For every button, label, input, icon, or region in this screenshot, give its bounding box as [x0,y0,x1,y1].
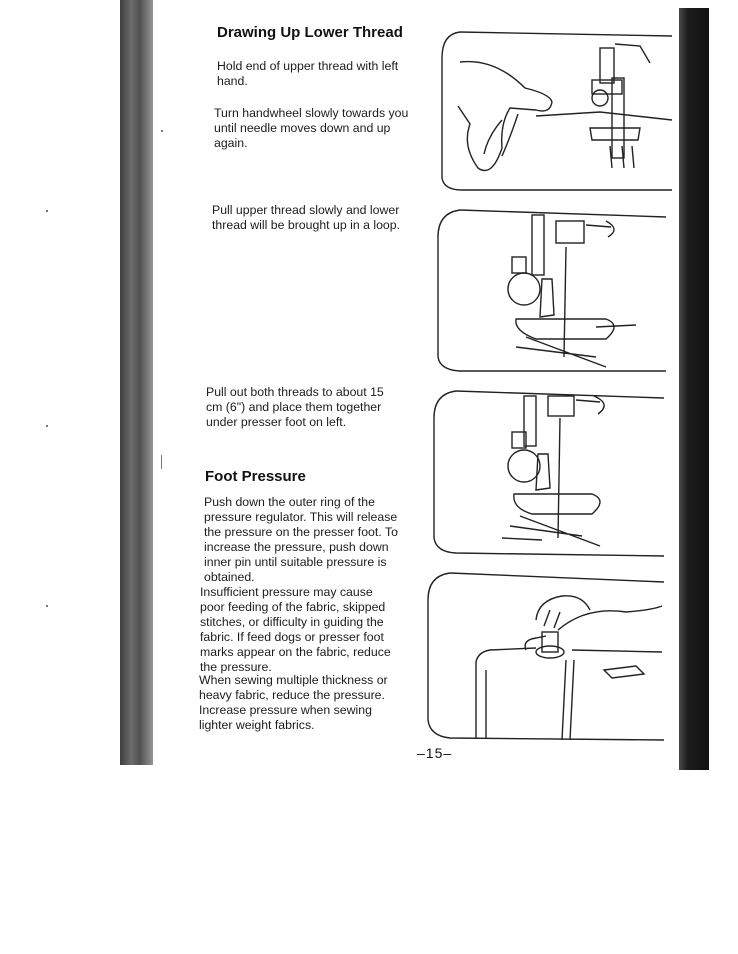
step-pull-out-threads: Pull out both threads to about 15 cm (6") and place them together under presser foot on left. [206,385,384,429]
step-turn-handwheel: Turn handwheel slowly towards you until needle moves down and up again. [214,106,409,150]
scan-mark [161,455,162,469]
step-pull-upper-thread: Pull upper thread slowly and lower thread will be brought up in a loop. [212,203,400,232]
illustration-hold-thread [440,28,675,194]
illustration-threads-under-foot [432,388,666,558]
foot-pressure-para-3: When sewing multiple thickness or heavy fabric, reduce the pressure. Increase pressure when sewing lighter weight fabrics. [199,673,388,732]
page-number: –15– [417,745,453,761]
scan-edge-left [120,0,153,765]
illustration-thread-loop [436,207,668,375]
illustration-pressure-regulator [426,570,666,742]
scan-speck [161,130,163,132]
foot-pressure-para-1: Push down the outer ring of the pressure regulator. This will release the pressure on the presser foot. To increase the pressure, push down inner pin until suitable pressure is obtained. [204,495,398,584]
step-hold-thread: Hold end of upper thread with left hand. [217,59,399,88]
scan-edge-right [679,8,709,770]
section-heading-foot-pressure: Foot Pressure [205,468,306,485]
scan-speck [46,605,48,607]
scan-speck [46,425,48,427]
scan-speck [46,210,48,212]
foot-pressure-para-2: Insufficient pressure may cause poor feeding of the fabric, skipped stitches, or difficulty in guiding the fabric. If feed dogs or presser foot marks appear on the fabric, reduce the pressure. [200,585,391,674]
section-heading-drawing-up-lower-thread: Drawing Up Lower Thread [217,24,403,41]
